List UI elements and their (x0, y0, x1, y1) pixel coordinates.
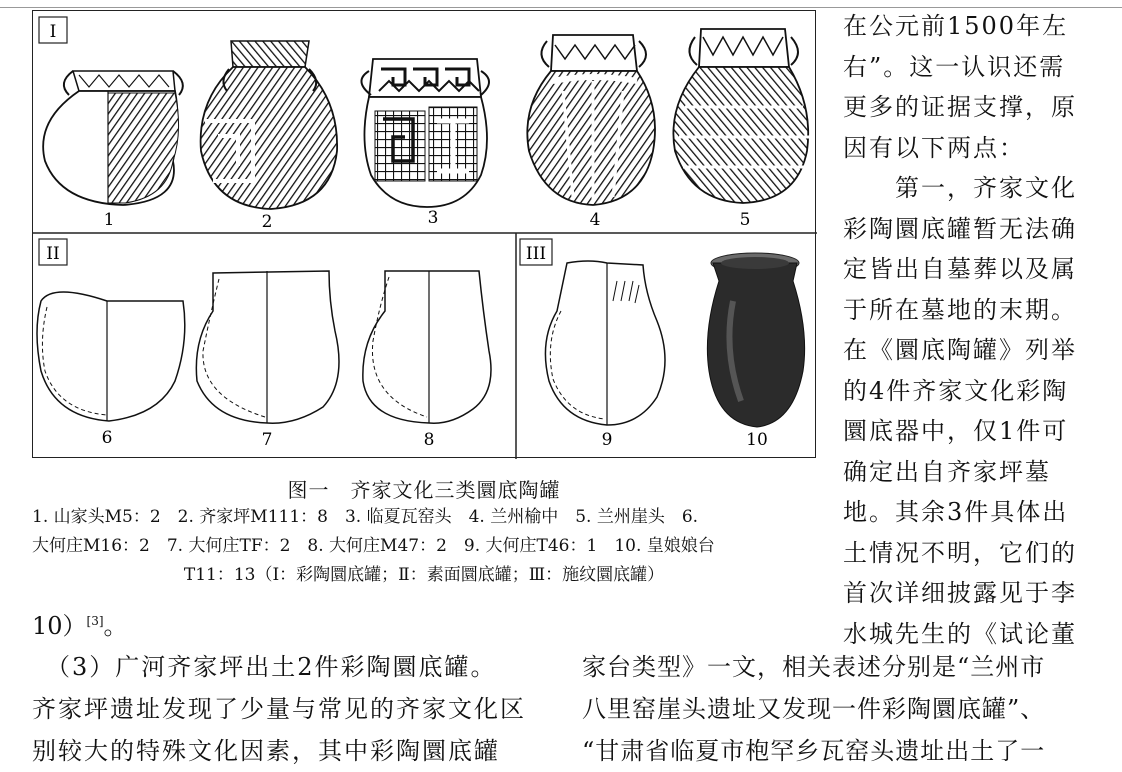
text-line: 圜底器中，仅1件可 (843, 417, 1069, 445)
vessel-1 (43, 71, 183, 205)
text-line: 八里窑崖头遗址又发现一件彩陶圜底罐”、 (582, 695, 1046, 723)
text-line: （3）广河齐家坪出土2件彩陶圜底罐。 (32, 653, 497, 681)
vessel-9 (545, 261, 665, 425)
bottom-right-column (582, 646, 1102, 772)
item-number-7: 7 (261, 430, 273, 450)
continued-fragment (32, 606, 128, 641)
bottom-left-column (32, 646, 552, 772)
text-line: 更多的证据支撑，原 (843, 93, 1077, 121)
text-line: “甘肃省临夏市枹罕乡瓦窑头遗址出土了一 (582, 737, 1046, 765)
vessel-4 (527, 35, 655, 205)
vessel-2 (201, 41, 338, 209)
item-number-5: 5 (739, 210, 751, 230)
text-line: 定皆出自墓葬以及属 (843, 255, 1077, 283)
text-line: 水城先生的《试论董 (843, 619, 1077, 648)
item-number-4: 4 (589, 210, 601, 230)
fragment-text: 10） (32, 612, 87, 640)
item-number-6: 6 (101, 428, 113, 448)
vessel-10 (707, 253, 804, 427)
text-line: 右”。这一认识还需 (843, 52, 1066, 81)
right-text-column (843, 6, 1093, 654)
text-line: 彩陶圜底罐暂无法确 (843, 214, 1077, 243)
vessel-8 (363, 271, 491, 423)
item-number-10: 10 (746, 430, 768, 450)
legend-line: 大何庄M16：2 7. 大何庄TF：2 8. 大何庄M47：2 9. 大何庄T46：1 10. 皇娘娘台 (32, 536, 715, 556)
item-number-2: 2 (261, 212, 273, 232)
item-number-1: 1 (103, 210, 115, 230)
text-line: 土情况不明，它们的 (843, 538, 1077, 567)
citation-ref[interactable]: [3] (86, 614, 104, 628)
text-line: 家台类型》一文，相关表述分别是“兰州市 (582, 653, 1046, 681)
text-line: 地。其余3件具体出 (843, 498, 1069, 526)
text-line: 因有以下两点： (843, 133, 1025, 162)
figure-legend (32, 503, 816, 590)
item-number-9: 9 (601, 430, 613, 450)
vessel-3 (361, 59, 489, 207)
panel-label-i: I (49, 22, 57, 42)
text-line: 在《圜底陶罐》列举 (843, 336, 1077, 364)
figure-caption: 图一 齐家文化三类圜底陶罐 (287, 478, 561, 502)
panel-label-iii: III (525, 244, 547, 264)
vessel-7 (196, 271, 339, 423)
text-line: 的4件齐家文化彩陶 (843, 376, 1069, 405)
text-line: 齐家坪遗址发现了少量与常见的齐家文化区 (32, 695, 526, 723)
vessel-6 (37, 292, 185, 421)
legend-line: 1. 山家头M5：2 2. 齐家坪M111：8 3. 临夏瓦窑头 4. 兰州榆中 5. 兰州崖头 6. (32, 507, 699, 527)
text-line: 首次详细披露见于李 (843, 579, 1077, 607)
item-number-3: 3 (427, 208, 439, 228)
panel-label-ii: II (46, 244, 60, 264)
fragment-end: 。 (103, 612, 128, 640)
text-line: 确定出自齐家坪墓 (843, 457, 1051, 486)
text-line: 在公元前1500年左 (843, 12, 1069, 40)
text-line: 别较大的特殊文化因素，其中彩陶圜底罐 (32, 737, 500, 765)
text-line: 第一，齐家文化 (843, 174, 1077, 202)
pottery-figure (32, 10, 816, 458)
vessel-5 (673, 29, 809, 203)
item-number-8: 8 (423, 430, 435, 450)
text-line: 于所在墓地的末期。 (843, 295, 1077, 324)
legend-line: T11：13（Ⅰ：彩陶圜底罐；Ⅱ：素面圜底罐；Ⅲ：施纹圜底罐） (183, 565, 665, 585)
pottery-drawings (33, 11, 817, 459)
